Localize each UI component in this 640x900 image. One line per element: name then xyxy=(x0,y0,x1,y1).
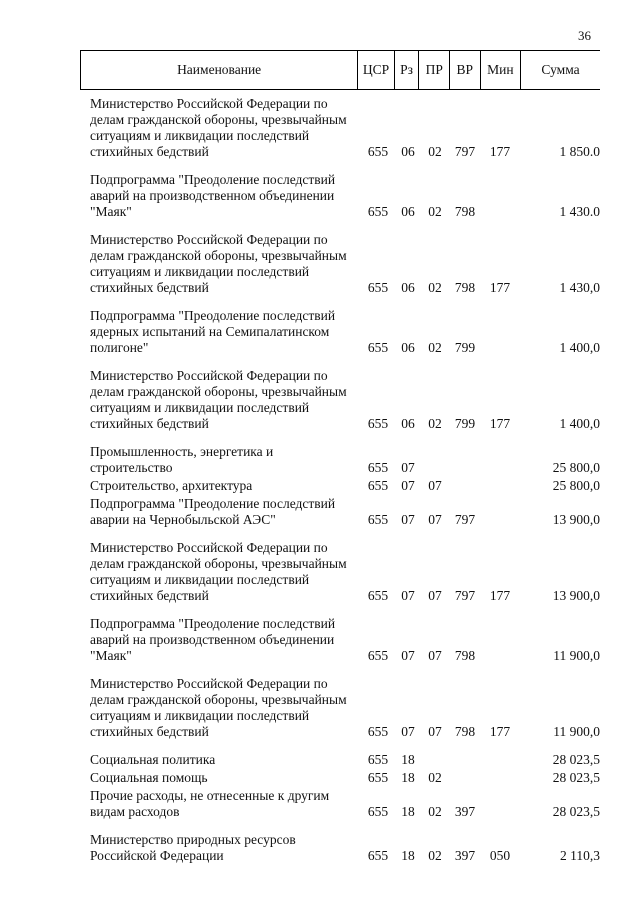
row-name: Министерство Российской Федерации по делам гражданской обороны, чрезвычайным ситуациям и ликвидации последствий стихийных бедствий xyxy=(90,540,347,603)
table-row xyxy=(80,496,600,528)
row-sum: 28 023,5 xyxy=(552,752,600,767)
table-row xyxy=(80,96,600,160)
row-csr: 655 xyxy=(367,512,389,527)
row-min: 177 xyxy=(489,724,511,739)
row-sum: 2 110,3 xyxy=(560,848,600,863)
row-pr: 02 xyxy=(428,770,442,785)
page-number: 36 xyxy=(578,28,591,43)
row-vr: 798 xyxy=(454,280,476,295)
row-csr: 655 xyxy=(367,770,389,785)
row-sum: 1 430,0 xyxy=(559,280,600,295)
table-row xyxy=(80,788,600,820)
header-vr: ВР xyxy=(450,51,481,89)
row-pr: 02 xyxy=(428,804,442,819)
table-row xyxy=(80,444,600,476)
row-name: Прочие расходы, не отнесенные к другим видам расходов xyxy=(90,788,330,819)
row-rz: 18 xyxy=(401,804,415,819)
header-min: Мин xyxy=(481,51,521,89)
header-name: Наименование xyxy=(80,51,358,89)
row-rz: 07 xyxy=(401,478,415,493)
row-csr: 655 xyxy=(367,204,389,219)
header-pr: ПР xyxy=(419,51,450,89)
row-pr: 07 xyxy=(428,724,442,739)
row-vr: 397 xyxy=(454,804,476,819)
row-sum: 1 400,0 xyxy=(559,340,600,355)
row-name: Социальная политика xyxy=(90,752,216,767)
row-vr: 799 xyxy=(454,340,476,355)
row-name: Министерство Российской Федерации по делам гражданской обороны, чрезвычайным ситуациям и ликвидации последствий стихийных бедствий xyxy=(90,368,347,431)
row-rz: 18 xyxy=(401,752,415,767)
row-rz: 07 xyxy=(401,648,415,663)
row-min: 177 xyxy=(489,588,511,603)
row-name: Подпрограмма "Преодоление последствий ядерных испытаний на Семипалатинском полигоне" xyxy=(90,308,336,355)
row-sum: 25 800,0 xyxy=(552,478,600,493)
row-name: Министерство природных ресурсов Российской Федерации xyxy=(90,832,296,863)
row-name: Министерство Российской Федерации по делам гражданской обороны, чрезвычайным ситуациям и ликвидации последствий стихийных бедствий xyxy=(90,676,347,739)
row-min: 177 xyxy=(489,416,511,431)
row-vr: 397 xyxy=(454,848,476,863)
row-pr: 02 xyxy=(428,144,442,159)
row-csr: 655 xyxy=(367,804,389,819)
row-name: Министерство Российской Федерации по делам гражданской обороны, чрезвычайным ситуациям и ликвидации последствий стихийных бедствий xyxy=(90,232,347,295)
row-rz: 06 xyxy=(401,144,415,159)
row-csr: 655 xyxy=(367,648,389,663)
row-vr: 798 xyxy=(454,648,476,663)
table-row xyxy=(80,368,600,432)
row-vr: 797 xyxy=(454,144,476,159)
row-sum: 25 800,0 xyxy=(552,460,600,475)
row-csr: 655 xyxy=(367,724,389,739)
table-row xyxy=(80,232,600,296)
row-csr: 655 xyxy=(367,416,389,431)
row-min: 177 xyxy=(489,280,511,295)
row-rz: 18 xyxy=(401,848,415,863)
row-rz: 06 xyxy=(401,340,415,355)
row-pr: 07 xyxy=(428,512,442,527)
row-csr: 655 xyxy=(367,340,389,355)
row-rz: 06 xyxy=(401,204,415,219)
row-rz: 06 xyxy=(401,416,415,431)
row-sum: 1 430.0 xyxy=(559,204,600,219)
row-rz: 07 xyxy=(401,588,415,603)
row-sum: 13 900,0 xyxy=(552,512,600,527)
row-rz: 07 xyxy=(401,460,415,475)
row-pr: 07 xyxy=(428,648,442,663)
table-header xyxy=(80,50,600,90)
header-csr: ЦСР xyxy=(358,51,395,89)
table-row xyxy=(80,770,600,786)
row-sum: 28 023,5 xyxy=(552,770,600,785)
row-pr: 02 xyxy=(428,416,442,431)
table-row xyxy=(80,676,600,740)
row-rz: 07 xyxy=(401,512,415,527)
row-vr: 797 xyxy=(454,588,476,603)
table-row xyxy=(80,308,600,356)
row-pr: 02 xyxy=(428,280,442,295)
row-name: Министерство Российской Федерации по делам гражданской обороны, чрезвычайным ситуациям и ликвидации последствий стихийных бедствий xyxy=(90,96,347,159)
row-csr: 655 xyxy=(367,588,389,603)
table-row xyxy=(80,832,600,864)
row-rz: 06 xyxy=(401,280,415,295)
row-name: Подпрограмма "Преодоление последствий аварий на производственном объединении "Маяк" xyxy=(90,172,336,219)
row-csr: 655 xyxy=(367,280,389,295)
table-row xyxy=(80,172,600,220)
row-sum: 1 850.0 xyxy=(559,144,600,159)
row-pr: 07 xyxy=(428,588,442,603)
header-sum: Сумма xyxy=(541,62,580,77)
row-pr: 02 xyxy=(428,848,442,863)
row-sum: 11 900,0 xyxy=(553,648,600,663)
table-row xyxy=(80,616,600,664)
row-pr: 07 xyxy=(428,478,442,493)
row-name: Строительство, архитектура xyxy=(90,478,253,493)
row-sum: 1 400,0 xyxy=(559,416,600,431)
row-name: Промышленность, энергетика и строительство xyxy=(90,444,274,475)
table-row xyxy=(80,752,600,768)
row-name: Подпрограмма "Преодоление последствий аварий на производственном объединении "Маяк" xyxy=(90,616,336,663)
table-body xyxy=(80,96,600,876)
row-sum: 11 900,0 xyxy=(553,724,600,739)
row-vr: 799 xyxy=(454,416,476,431)
table-row xyxy=(80,540,600,604)
row-pr: 02 xyxy=(428,204,442,219)
row-sum: 28 023,5 xyxy=(552,804,600,819)
row-name: Социальная помощь xyxy=(90,770,208,785)
row-rz: 18 xyxy=(401,770,415,785)
row-csr: 655 xyxy=(367,144,389,159)
row-sum: 13 900,0 xyxy=(552,588,600,603)
row-pr: 02 xyxy=(428,340,442,355)
row-rz: 07 xyxy=(401,724,415,739)
row-csr: 655 xyxy=(367,478,389,493)
header-rz: Рз xyxy=(395,51,420,89)
row-csr: 655 xyxy=(367,752,389,767)
row-name: Подпрограмма "Преодоление последствий аварии на Чернобыльской АЭС" xyxy=(90,496,336,527)
row-vr: 798 xyxy=(454,724,476,739)
row-min: 177 xyxy=(489,144,511,159)
row-vr: 798 xyxy=(454,204,476,219)
row-vr: 797 xyxy=(454,512,476,527)
row-min: 050 xyxy=(489,848,511,863)
table-row xyxy=(80,478,600,494)
row-csr: 655 xyxy=(367,848,389,863)
row-csr: 655 xyxy=(367,460,389,475)
